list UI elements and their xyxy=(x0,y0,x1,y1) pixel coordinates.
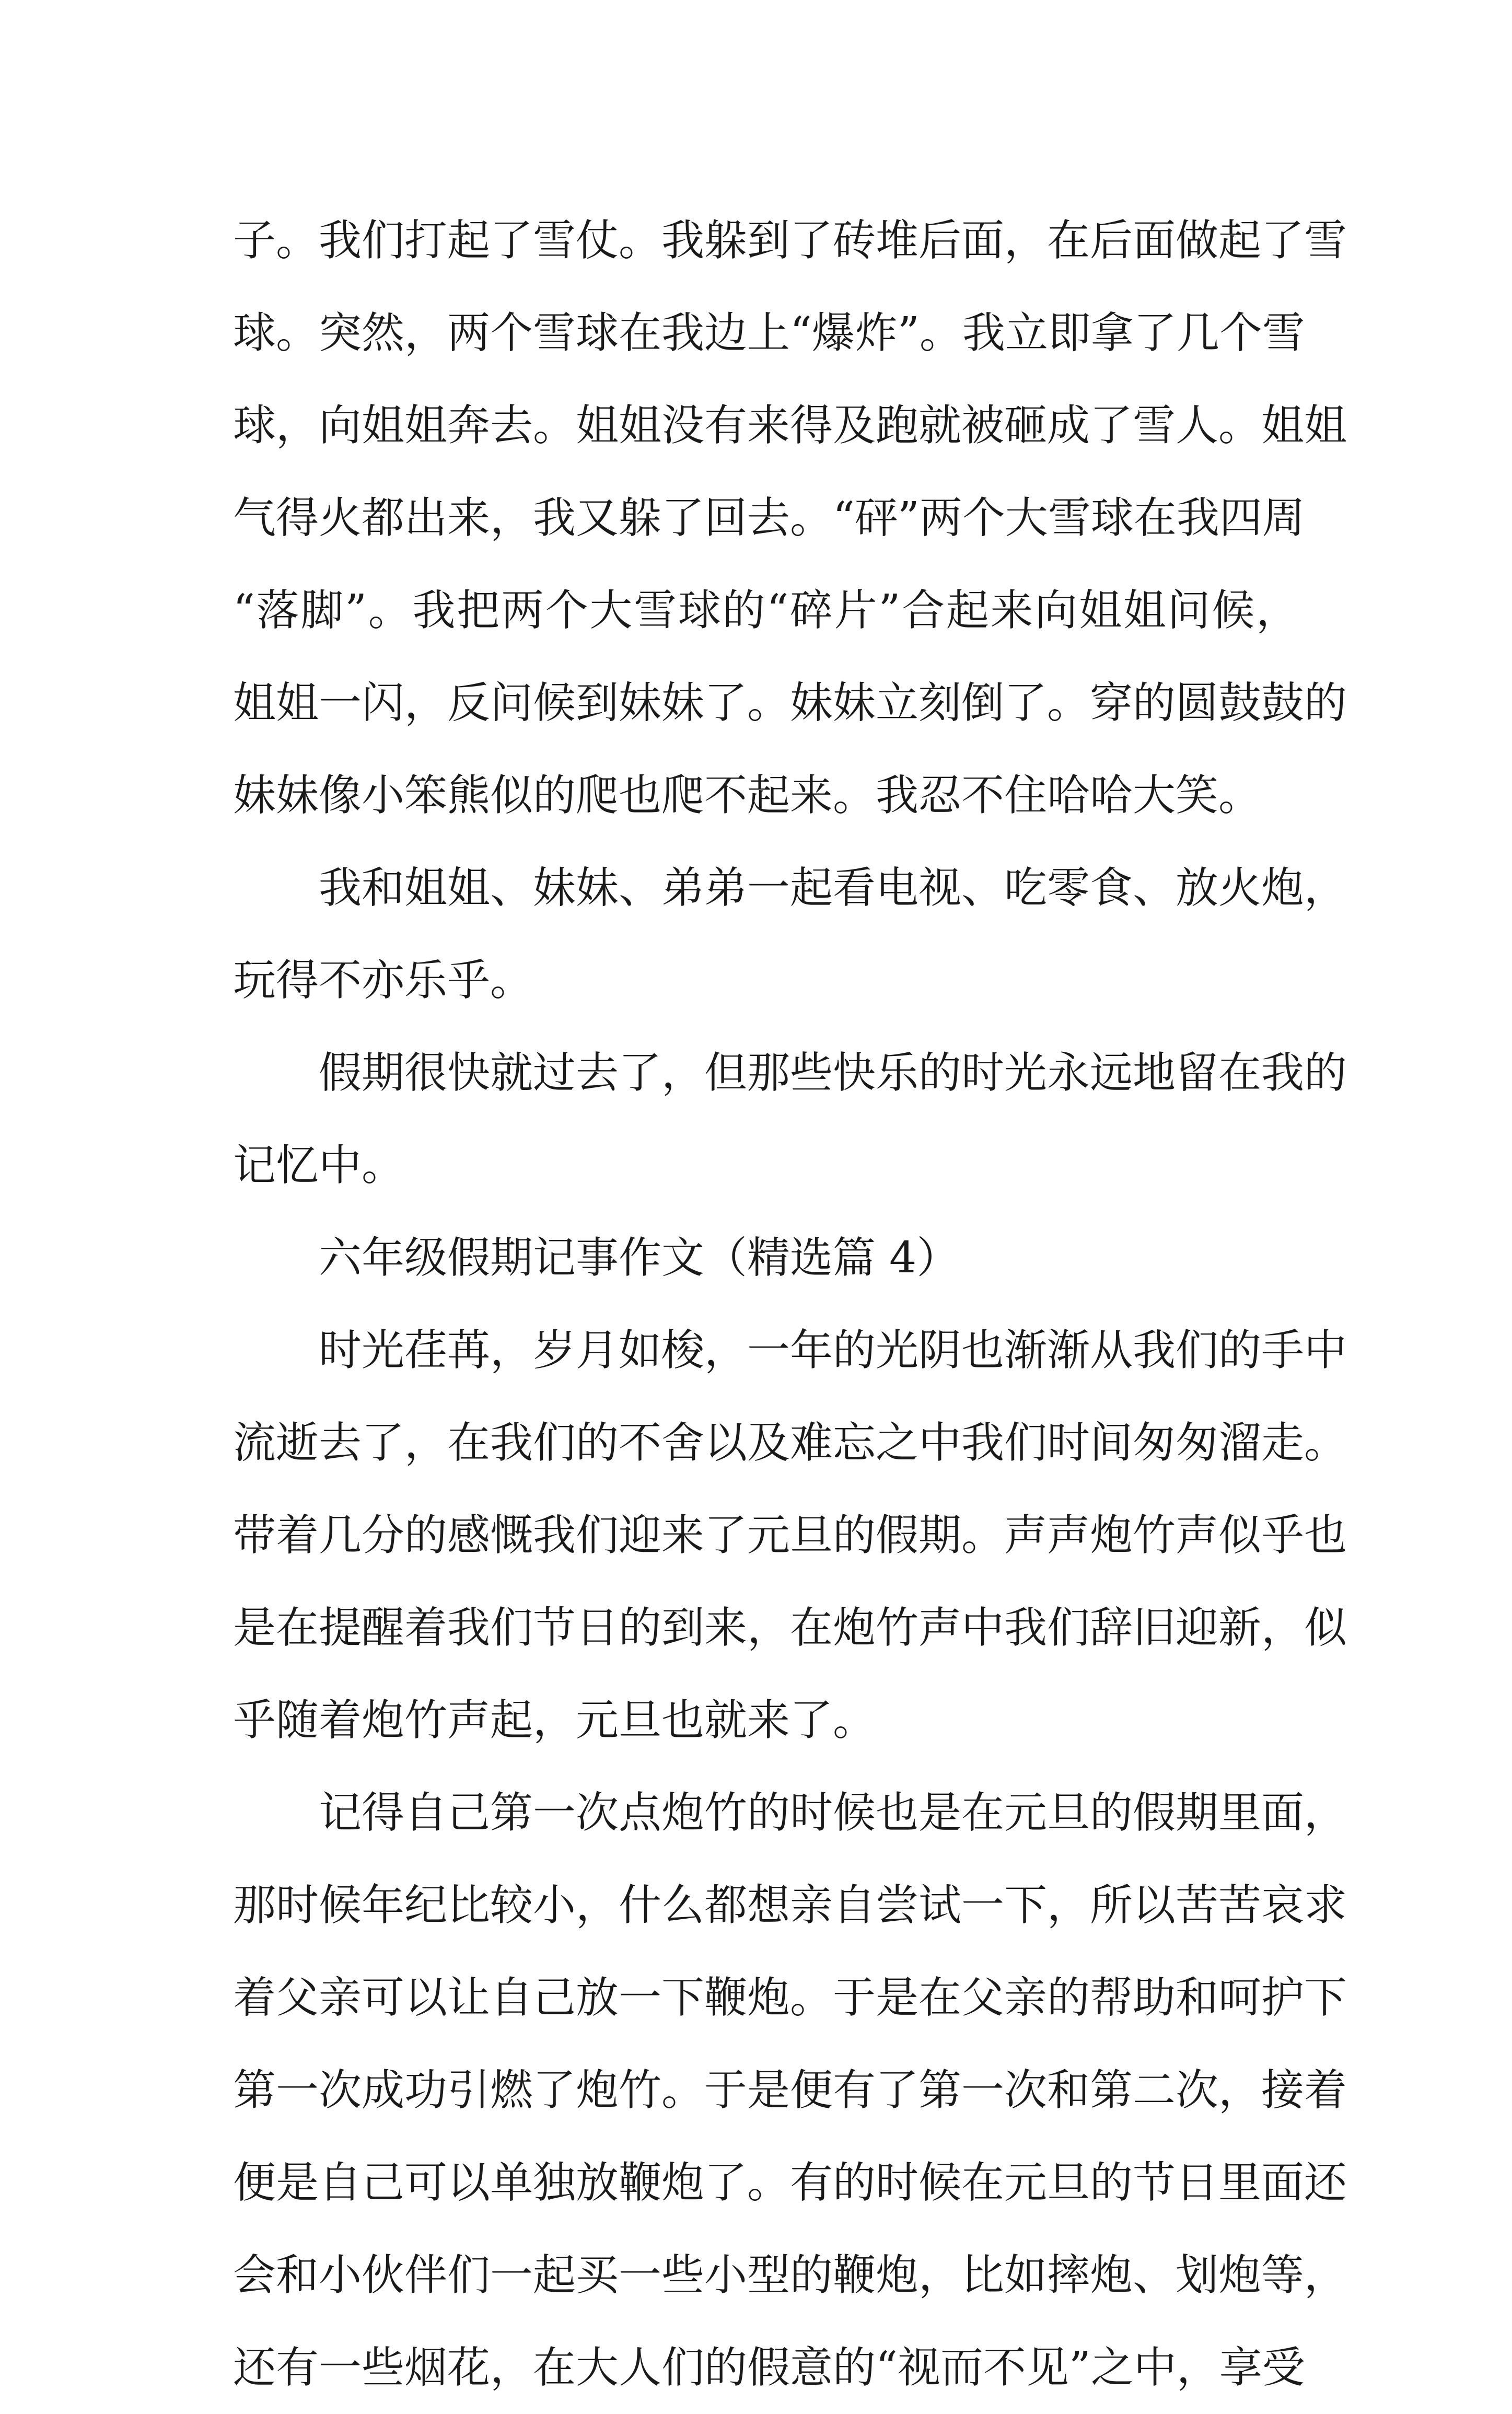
text-line: 妹妹像小笨熊似的爬也爬不起来。我忍不住哈哈大笑。 xyxy=(233,771,1262,820)
text-line: 带着几分的感慨我们迎来了元旦的假期。声声炮竹声似乎也 xyxy=(233,1511,1347,1560)
text-line: 姐姐一闪，反问候到妹妹了。妹妹立刻倒了。穿的圆鼓鼓的 xyxy=(233,678,1347,728)
paragraph-start-line: 记得自己第一次点炮竹的时候也是在元旦的假期里面， xyxy=(319,1788,1347,1838)
text-line: 是在提醒着我们节日的到来，在炮竹声中我们辞旧迎新，似 xyxy=(233,1603,1347,1653)
text-line: 流逝去了，在我们的不舍以及难忘之中我们时间匆匆溜走。 xyxy=(233,1418,1347,1468)
section-heading: 六年级假期记事作文（精选篇 4） xyxy=(319,1233,960,1283)
text-line: 球，向姐姐奔去。姐姐没有来得及跑就被砸成了雪人。姐姐 xyxy=(233,401,1347,450)
text-line: 球。突然，两个雪球在我边上“爆炸”。我立即拿了几个雪 xyxy=(233,308,1305,358)
text-line: 还有一些烟花，在大人们的假意的“视而不见”之中，享受 xyxy=(233,2343,1305,2393)
paragraph-start-line: 时光荏苒，岁月如梭，一年的光阴也渐渐从我们的手中 xyxy=(319,1326,1347,1375)
text-line: “落脚”。我把两个大雪球的“碎片”合起来向姐姐问候， xyxy=(233,586,1299,635)
text-line: 第一次成功引燃了炮竹。于是便有了第一次和第二次，接着 xyxy=(233,2065,1347,2115)
text-line: 记忆中。 xyxy=(233,1141,405,1190)
paragraph-start-line: 我和姐姐、妹妹、弟弟一起看电视、吃零食、放火炮， xyxy=(319,863,1347,913)
text-line: 那时候年纪比较小，什么都想亲自尝试一下，所以苦苦哀求 xyxy=(233,1881,1347,1930)
paragraph-start-line: 假期很快就过去了，但那些快乐的时光永远地留在我的 xyxy=(319,1048,1347,1098)
text-line: 便是自己可以单独放鞭炮了。有的时候在元旦的节日里面还 xyxy=(233,2158,1347,2208)
text-line: 会和小伙伴们一起买一些小型的鞭炮，比如摔炮、划炮等， xyxy=(233,2250,1347,2300)
text-line: 子。我们打起了雪仗。我躲到了砖堆后面，在后面做起了雪 xyxy=(233,216,1347,265)
text-line: 气得火都出来，我又躲了回去。“砰”两个大雪球在我四周 xyxy=(233,493,1305,543)
text-line: 玩得不亦乐乎。 xyxy=(233,956,533,1005)
text-line: 乎随着炮竹声起，元旦也就来了。 xyxy=(233,1696,876,1745)
document-body xyxy=(233,194,1347,2414)
text-line: 着父亲可以让自己放一下鞭炮。于是在父亲的帮助和呵护下 xyxy=(233,1973,1347,2023)
